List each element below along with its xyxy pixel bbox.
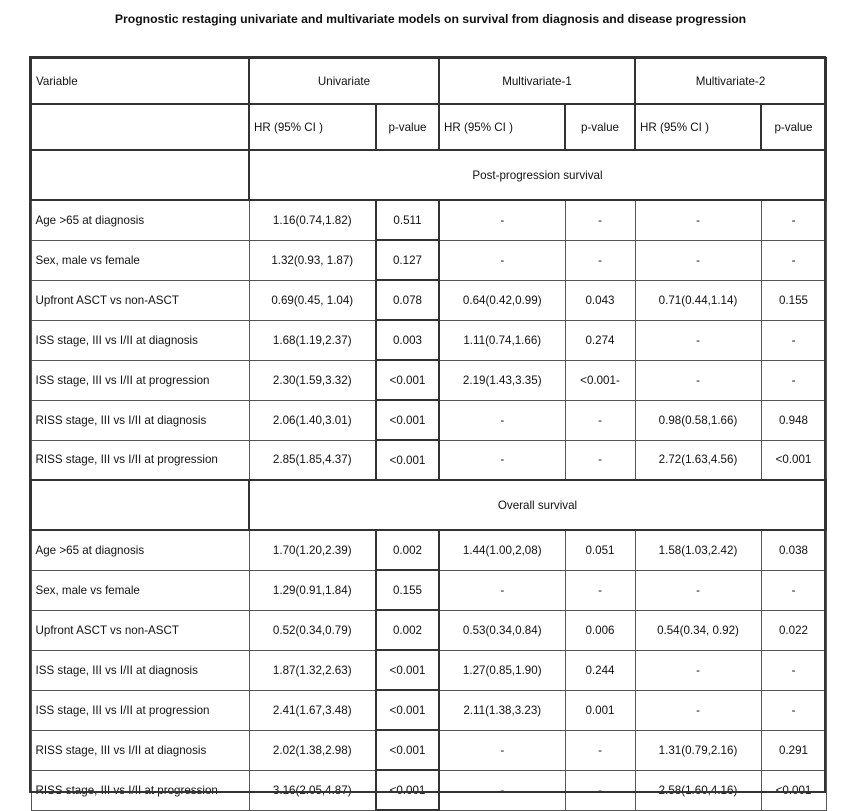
cell-multivariate1-p: - — [565, 400, 635, 440]
cell-multivariate2-p: - — [761, 320, 826, 360]
cell-multivariate2-p: - — [761, 570, 826, 610]
cell-multivariate1-p: 0.006 — [565, 610, 635, 650]
cell-univariate-p: 0.002 — [376, 530, 439, 570]
cell-multivariate1-hr: 0.64(0.42,0.99) — [439, 280, 565, 320]
cell-multivariate1-hr: 2.11(1.38,3.23) — [439, 690, 565, 730]
cell-variable: RISS stage, III vs I/II at progression — [31, 770, 249, 810]
cell-multivariate1-p: 0.001 — [565, 690, 635, 730]
cell-multivariate2-p: - — [761, 240, 826, 280]
cell-univariate-p: <0.001 — [376, 360, 439, 400]
table-row — [31, 610, 826, 650]
cell-multivariate1-p: - — [565, 730, 635, 770]
cell-univariate-p: 0.003 — [376, 320, 439, 360]
cell-multivariate1-hr: 1.27(0.85,1.90) — [439, 650, 565, 690]
cell-univariate-p: <0.001 — [376, 650, 439, 690]
cell-variable: Age >65 at diagnosis — [31, 200, 249, 240]
table-row — [31, 360, 826, 400]
cell-multivariate1-hr: 0.53(0.34,0.84) — [439, 610, 565, 650]
cell-multivariate2-hr: - — [635, 690, 761, 730]
header-multivariate-2: Multivariate-2 — [635, 58, 826, 104]
cell-multivariate2-hr: 0.54(0.34, 0.92) — [635, 610, 761, 650]
header-variable: Variable — [31, 58, 249, 104]
cell-multivariate2-p: <0.001 — [761, 440, 826, 480]
cell-multivariate2-hr: - — [635, 200, 761, 240]
cell-univariate-hr: 2.30(1.59,3.32) — [249, 360, 376, 400]
cell-multivariate2-hr: - — [635, 360, 761, 400]
cell-variable: ISS stage, III vs I/II at progression — [31, 690, 249, 730]
subheader-multivariate2-p: p-value — [761, 104, 826, 150]
table-row — [31, 200, 826, 240]
cell-multivariate2-p: 0.155 — [761, 280, 826, 320]
cell-univariate-p: 0.002 — [376, 610, 439, 650]
cell-multivariate1-hr: 1.44(1.00,2,08) — [439, 530, 565, 570]
subheader-multivariate2-hr: HR (95% CI ) — [635, 104, 761, 150]
header-univariate: Univariate — [249, 58, 439, 104]
cell-univariate-p: <0.001 — [376, 770, 439, 810]
cell-multivariate1-p: <0.001- — [565, 360, 635, 400]
cell-univariate-p: <0.001 — [376, 400, 439, 440]
cell-multivariate2-p: - — [761, 200, 826, 240]
cell-multivariate1-p: - — [565, 200, 635, 240]
cell-multivariate2-p: 0.291 — [761, 730, 826, 770]
cell-multivariate2-p: - — [761, 360, 826, 400]
section-header-row — [31, 150, 826, 200]
cell-multivariate2-hr: - — [635, 570, 761, 610]
cell-multivariate1-p: 0.244 — [565, 650, 635, 690]
cell-variable: Age >65 at diagnosis — [31, 530, 249, 570]
cell-multivariate1-p: 0.043 — [565, 280, 635, 320]
cell-multivariate2-p: 0.948 — [761, 400, 826, 440]
cell-multivariate1-hr: - — [439, 440, 565, 480]
cell-univariate-hr: 0.52(0.34,0.79) — [249, 610, 376, 650]
table-row — [31, 440, 826, 480]
table-row — [31, 570, 826, 610]
subheader-blank — [31, 104, 249, 150]
cell-variable: Sex, male vs female — [31, 570, 249, 610]
cell-multivariate1-hr: - — [439, 240, 565, 280]
cell-variable: Upfront ASCT vs non-ASCT — [31, 280, 249, 320]
cell-variable: RISS stage, III vs I/II at diagnosis — [31, 400, 249, 440]
cell-univariate-hr: 1.68(1.19,2.37) — [249, 320, 376, 360]
table-row — [31, 690, 826, 730]
cell-multivariate2-p: 0.022 — [761, 610, 826, 650]
cell-multivariate1-p: - — [565, 570, 635, 610]
table-row — [31, 280, 826, 320]
subheader-univariate-hr: HR (95% CI ) — [249, 104, 376, 150]
table-row — [31, 320, 826, 360]
subheader-multivariate1-hr: HR (95% CI ) — [439, 104, 565, 150]
cell-univariate-hr: 2.41(1.67,3.48) — [249, 690, 376, 730]
cell-multivariate2-hr: 0.71(0.44,1.14) — [635, 280, 761, 320]
section-blank-cell — [31, 480, 249, 530]
table-row — [31, 730, 826, 770]
section-label: Post-progression survival — [249, 150, 826, 200]
cell-variable: Sex, male vs female — [31, 240, 249, 280]
cell-multivariate1-hr: - — [439, 770, 565, 810]
cell-multivariate2-hr: 1.58(1.03,2.42) — [635, 530, 761, 570]
cell-multivariate2-hr: 1.31(0.79,2.16) — [635, 730, 761, 770]
subheader-univariate-p: p-value — [376, 104, 439, 150]
table-row — [31, 530, 826, 570]
cell-variable: RISS stage, III vs I/II at diagnosis — [31, 730, 249, 770]
cell-multivariate1-hr: - — [439, 400, 565, 440]
section-label: Overall survival — [249, 480, 826, 530]
section-blank-cell — [31, 150, 249, 200]
cell-multivariate1-p: - — [565, 440, 635, 480]
cell-variable: ISS stage, III vs I/II at progression — [31, 360, 249, 400]
subheader-multivariate1-p: p-value — [565, 104, 635, 150]
cell-multivariate2-p: - — [761, 690, 826, 730]
cell-univariate-hr: 0.69(0.45, 1.04) — [249, 280, 376, 320]
cell-univariate-hr: 1.29(0.91,1.84) — [249, 570, 376, 610]
cell-variable: Upfront ASCT vs non-ASCT — [31, 610, 249, 650]
section-header-row — [31, 480, 826, 530]
cell-univariate-p: 0.511 — [376, 200, 439, 240]
table-row — [31, 650, 826, 690]
cell-multivariate1-hr: 2.19(1.43,3.35) — [439, 360, 565, 400]
cell-multivariate2-p: <0.001 — [761, 770, 826, 810]
cell-multivariate2-hr: 0.98(0.58,1.66) — [635, 400, 761, 440]
cell-univariate-hr: 1.32(0.93, 1.87) — [249, 240, 376, 280]
cell-variable: ISS stage, III vs I/II at diagnosis — [31, 320, 249, 360]
cell-multivariate1-p: - — [565, 240, 635, 280]
cell-univariate-hr: 3.16(2.05,4.87) — [249, 770, 376, 810]
cell-univariate-hr: 1.87(1.32,2.63) — [249, 650, 376, 690]
cell-univariate-p: 0.155 — [376, 570, 439, 610]
cell-variable: RISS stage, III vs I/II at progression — [31, 440, 249, 480]
cell-multivariate1-hr: 1.11(0.74,1.66) — [439, 320, 565, 360]
cell-multivariate1-hr: - — [439, 200, 565, 240]
cell-univariate-hr: 2.06(1.40,3.01) — [249, 400, 376, 440]
cell-univariate-p: 0.127 — [376, 240, 439, 280]
cell-multivariate2-hr: - — [635, 240, 761, 280]
table-row — [31, 400, 826, 440]
cell-univariate-hr: 1.70(1.20,2.39) — [249, 530, 376, 570]
cell-univariate-hr: 1.16(0.74,1.82) — [249, 200, 376, 240]
cell-univariate-p: <0.001 — [376, 730, 439, 770]
cell-multivariate1-hr: - — [439, 570, 565, 610]
table-title: Prognostic restaging univariate and multivariate models on survival from diagnosis and disease progression — [114, 12, 747, 26]
header-multivariate-1: Multivariate-1 — [439, 58, 635, 104]
cell-multivariate1-p: 0.051 — [565, 530, 635, 570]
table-row — [31, 770, 826, 810]
cell-multivariate2-p: 0.038 — [761, 530, 826, 570]
cell-multivariate1-hr: - — [439, 730, 565, 770]
cell-multivariate2-p: - — [761, 650, 826, 690]
results-table — [30, 57, 827, 811]
table-row — [31, 240, 826, 280]
cell-univariate-hr: 2.85(1.85,4.37) — [249, 440, 376, 480]
cell-univariate-hr: 2.02(1.38,2.98) — [249, 730, 376, 770]
cell-multivariate2-hr: 2.72(1.63,4.56) — [635, 440, 761, 480]
cell-multivariate2-hr: - — [635, 650, 761, 690]
cell-multivariate2-hr: - — [635, 320, 761, 360]
cell-univariate-p: 0.078 — [376, 280, 439, 320]
cell-multivariate1-p: - — [565, 770, 635, 810]
cell-variable: ISS stage, III vs I/II at diagnosis — [31, 650, 249, 690]
cell-univariate-p: <0.001 — [376, 440, 439, 480]
cell-multivariate2-hr: 2.58(1.60,4.16) — [635, 770, 761, 810]
cell-multivariate1-p: 0.274 — [565, 320, 635, 360]
cell-univariate-p: <0.001 — [376, 690, 439, 730]
